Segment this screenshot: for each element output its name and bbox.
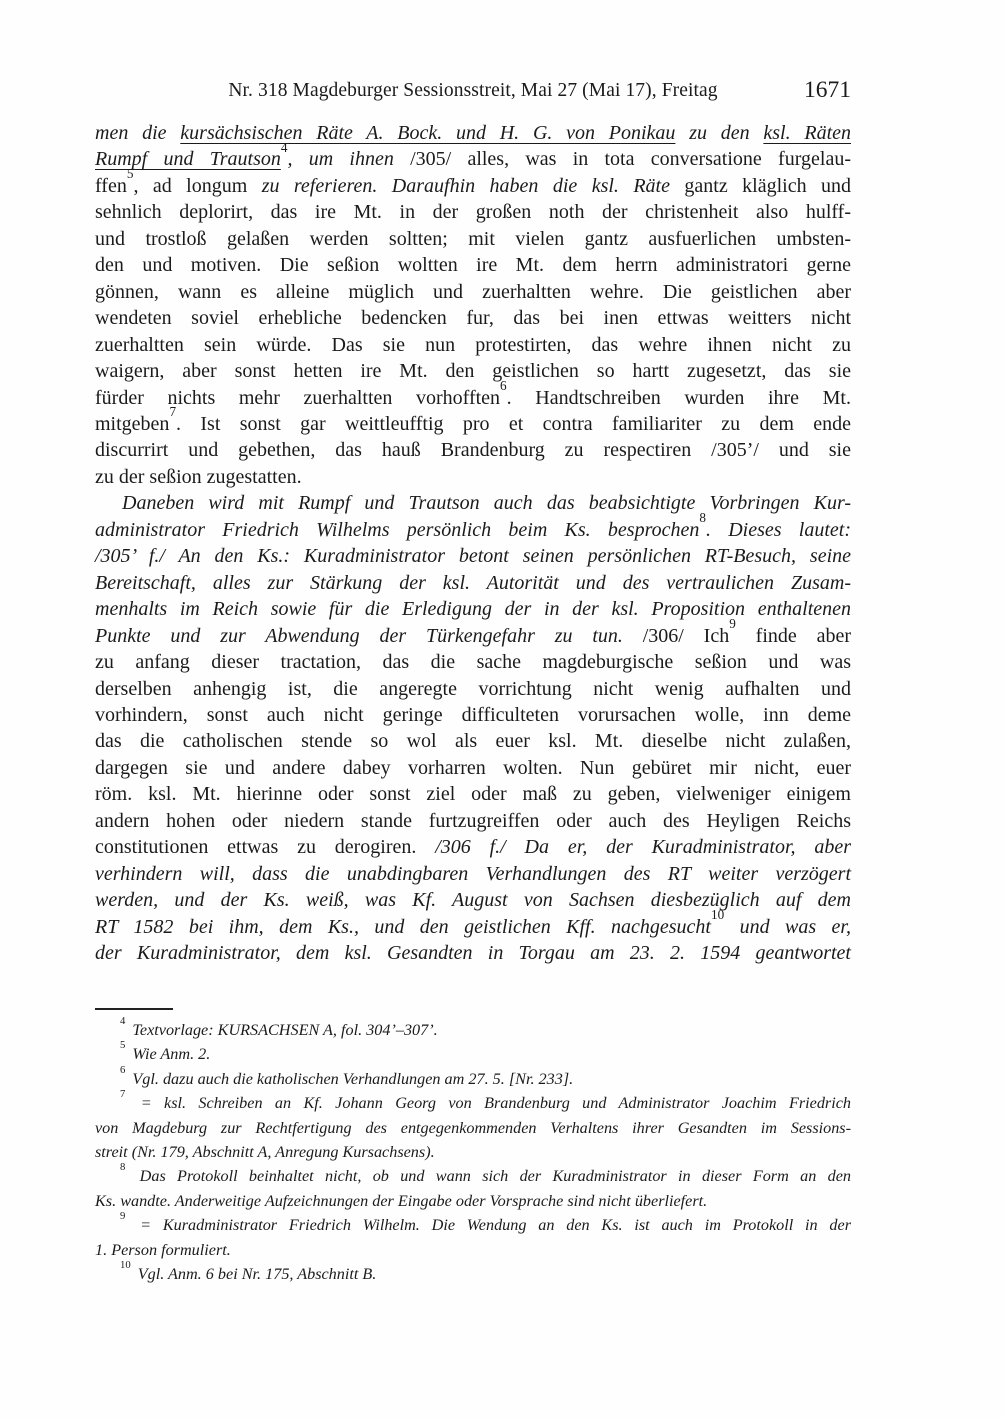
body-text-line [95,404,851,437]
text-segment: Das Protokoll beinhaltet nicht, ob und wann sich der Kuradministrator in dieser Form an den [128,1167,851,1186]
footnote-reference: 9 [120,1210,126,1223]
body-text-line [95,543,851,569]
text-segment: Punkte und zur Abwendung der Türkengefahr zu tun. [95,624,643,647]
body-text-line [95,279,851,305]
footnote-reference: 4 [120,1014,126,1027]
text-segment: /306/ Ich [642,624,730,647]
text-segment: waigern, aber sonst hetten ire Mt. den geistlichen so hartt zugesetzt, das sie [95,360,851,383]
text-segment: /305/ alles, was in tota conversatione furgelau- [410,148,851,171]
body-text-line [95,464,851,490]
text-segment: das die catholischen stende so wol als euer ksl. Mt. dieselbe nicht zulaßen, [95,730,851,753]
body-text-line [95,907,851,940]
body-text-line [95,616,852,649]
body-text-line [95,676,851,702]
footnote-reference: 9 [729,616,736,632]
text-segment: Rumpf und Trautson [95,148,281,171]
text-segment: zu anfang dieser tractation, das die sache magdeburgische seßion und was [95,651,851,674]
footnote-reference: 6 [500,377,507,393]
text-segment: zu den [675,122,764,144]
text-segment: mitgeben [95,412,170,435]
body-text-line [95,808,851,834]
text-segment: wendeten soviel erhebliche bedencken fur, das bei inen ettwas weitters nicht [95,307,851,330]
text-segment: röm. ksl. Mt. hierinne oder sonst ziel oder maß zu geben, vielweniger einigem [95,783,851,806]
text-segment: fürder nichts mehr zuerhaltten vorhofften [95,386,501,409]
body-text-line [95,861,851,887]
footnote-line [95,1063,851,1091]
footnote-line [95,1116,851,1140]
body-text-line [95,728,851,754]
text-segment: men die [95,122,181,144]
text-segment: der Kuradministrator, dem ksl. Gesandten in Torgau am 23. 2. 1594 geantwortet [95,942,851,965]
text-segment: , um ihnen [287,148,411,171]
footnote-line [95,1189,851,1213]
text-segment: und trostloß gelaßen werden soltten; mit vielen gantz ausfuerlichen umbsten- [95,227,851,250]
body-text-line [95,596,851,622]
footnote-reference: 8 [120,1161,126,1174]
footnote-separator-rule [95,1008,173,1010]
text-segment: . Ist sonst gar weittleufftig pro et contra familiariter zu dem ende [176,412,851,435]
footnote-line [95,1014,851,1042]
text-segment: discurrirt und gebethen, das hauß Brandenburg zu respectiren /305’/ und sie [95,439,851,462]
text-segment: von Magdeburg zur Rechtfertigung des entgegenkommenden Verhaltens ihrer Gesandten im Sessions- [95,1118,851,1137]
footnote-reference: 5 [120,1039,126,1052]
body-text-line [95,887,851,913]
page-number: 1671 [804,77,851,103]
text-segment: Wie Anm. 2. [128,1045,211,1064]
text-segment: derselben anhengig ist, die angeregte vorrichtung nicht wenig aufhalten und [95,677,851,700]
text-segment: ffen [95,174,127,197]
text-segment: Ks. wandte. Anderweitige Aufzeichnungen der Eingabe oder Vorsprache sind nicht überliefert. [95,1191,708,1210]
text-segment: Textvorlage: KURSACHSEN A, fol. 304’–307’. [128,1021,438,1039]
text-segment: zuerhaltten sein würde. Das sie nun protestirten, das wehre ihnen nicht zu [95,333,851,356]
running-header [95,77,851,108]
body-text-line [95,940,851,966]
text-segment: 1. Person formuliert. [95,1240,231,1259]
text-segment: ksl. Räten [763,122,851,144]
body-text-line [95,570,851,596]
text-segment: kursächsischen Räte A. Bock. und H. G. von Ponikau [180,122,676,144]
footnote-line [95,1238,851,1262]
footnote-line [95,1258,851,1286]
footnote-line [95,1210,851,1237]
footnote-reference: 7 [169,404,177,420]
footnote-line [95,1088,851,1115]
body-text-line [95,649,851,675]
body-text-line [95,490,851,516]
text-segment: finde aber [735,624,852,647]
text-segment: dargegen sie und andere dabey vorharren wolten. Nun gebüret mir nicht, euer [95,756,851,779]
body-text-line [95,358,851,384]
text-segment: gönnen, wann es alleine müglich und zuerhaltten wehre. Die geistlichen aber [95,280,851,303]
footnote-reference: 4 [280,139,288,155]
text-segment: RT 1582 bei ihm, dem Ks., und den geistlichen Kff. nachgesucht [95,915,711,938]
text-segment: Daneben wird mit Rumpf und Trautson auch das beabsichtigte Vorbringen Kur- [122,492,851,515]
text-segment: streit (Nr. 179, Abschnitt A, Anregung Kursachsens). [95,1143,435,1162]
text-segment: andern hohen oder niedern stande furtzugreiffen oder auch des Heyligen Reichs [95,809,851,832]
text-segment: den und motiven. Die seßion woltten ire Mt. dem herrn administratori gerne [95,254,851,277]
text-segment: constitutionen ettwas zu derogiren. [95,836,436,859]
text-segment: sehnlich deplorirt, das ire Mt. in der großen noth der christenheit also hulff- [95,201,851,224]
text-segment: . Dieses lautet: [705,518,852,541]
body-text-line [95,332,851,358]
footnote-reference: 10 [120,1258,131,1271]
body-text-line [95,305,851,331]
body-text-line [95,120,851,146]
text-segment: administrator Friedrich Wilhelms persönlich beim Ks. besprochen [95,518,700,541]
text-segment: gantz kläglich und [670,174,851,197]
text-segment: zu der seßion zugestatten. [95,465,302,488]
text-segment: menhalts im Reich sowie für die Erledigung der in der ksl. Proposition enthaltenen [95,598,851,621]
body-text-line [95,834,851,860]
footnotes-section [95,1014,851,1286]
body-text-line [95,226,851,252]
footnote-reference: 7 [120,1088,126,1101]
text-segment: = Kuradministrator Friedrich Wilhelm. Die Wendung an den Ks. ist auch im Protokoll in der [128,1216,851,1235]
footnote-reference: 5 [126,166,134,182]
body-text-line [95,437,851,463]
footnote-line [95,1140,851,1164]
body-text-line [95,166,851,199]
body-text-line [95,139,851,172]
footnote-line [95,1039,851,1066]
text-segment: vorhindern, sonst auch nicht geringe difficulteten vorursachen wolle, inn deme [95,703,851,726]
body-text-line [95,377,851,411]
text-segment: , ad longum [133,174,262,197]
text-segment: /305’ f./ An den Ks.: Kuradministrator betont seinen persönlichen RT-Besuch, seine [95,545,851,568]
text-segment: zu referieren. Daraufhin haben die ksl. Räte [261,174,670,197]
text-segment: = ksl. Schreiben an Kf. Johann Georg von Brandenburg und Administrator Joachim Friedrich [128,1094,851,1113]
footnote-reference: 10 [710,907,725,922]
footnote-reference: 6 [120,1063,126,1076]
text-segment: . Handtschreiben wurden ihre Mt. [506,386,851,409]
footnote-line [95,1161,851,1188]
body-text-line [95,510,852,543]
body-text-line [95,781,851,807]
body-text-line [95,755,851,781]
footnote-reference: 8 [699,510,706,526]
text-segment: Vgl. Anm. 6 bei Nr. 175, Abschnitt B. [133,1265,377,1284]
text-segment: Bereitschaft, alles zur Stärkung der ksl. Autorität und des vertraulichen Zusam- [95,571,851,594]
body-text-line [95,199,851,225]
text-segment: /306 f./ Da er, der Kuradministrator, aber [435,836,851,859]
text-segment: und was er, [724,915,851,938]
body-text [95,120,851,967]
text-segment: Vgl. dazu auch die katholischen Verhandlungen am 27. 5. [Nr. 233]. [128,1069,574,1088]
text-segment: werden, und der Ks. weiß, was Kf. August von Sachsen diesbezüglich auf dem [95,889,851,912]
body-text-line [95,252,851,278]
text-segment: verhindern will, dass die unabdingbaren Verhandlungen des RT weiter verzögert [95,862,851,885]
body-text-line [95,702,851,728]
running-header-title: Nr. 318 Magdeburger Sessionsstreit, Mai 27 (Mai 17), Freitag [228,80,718,101]
